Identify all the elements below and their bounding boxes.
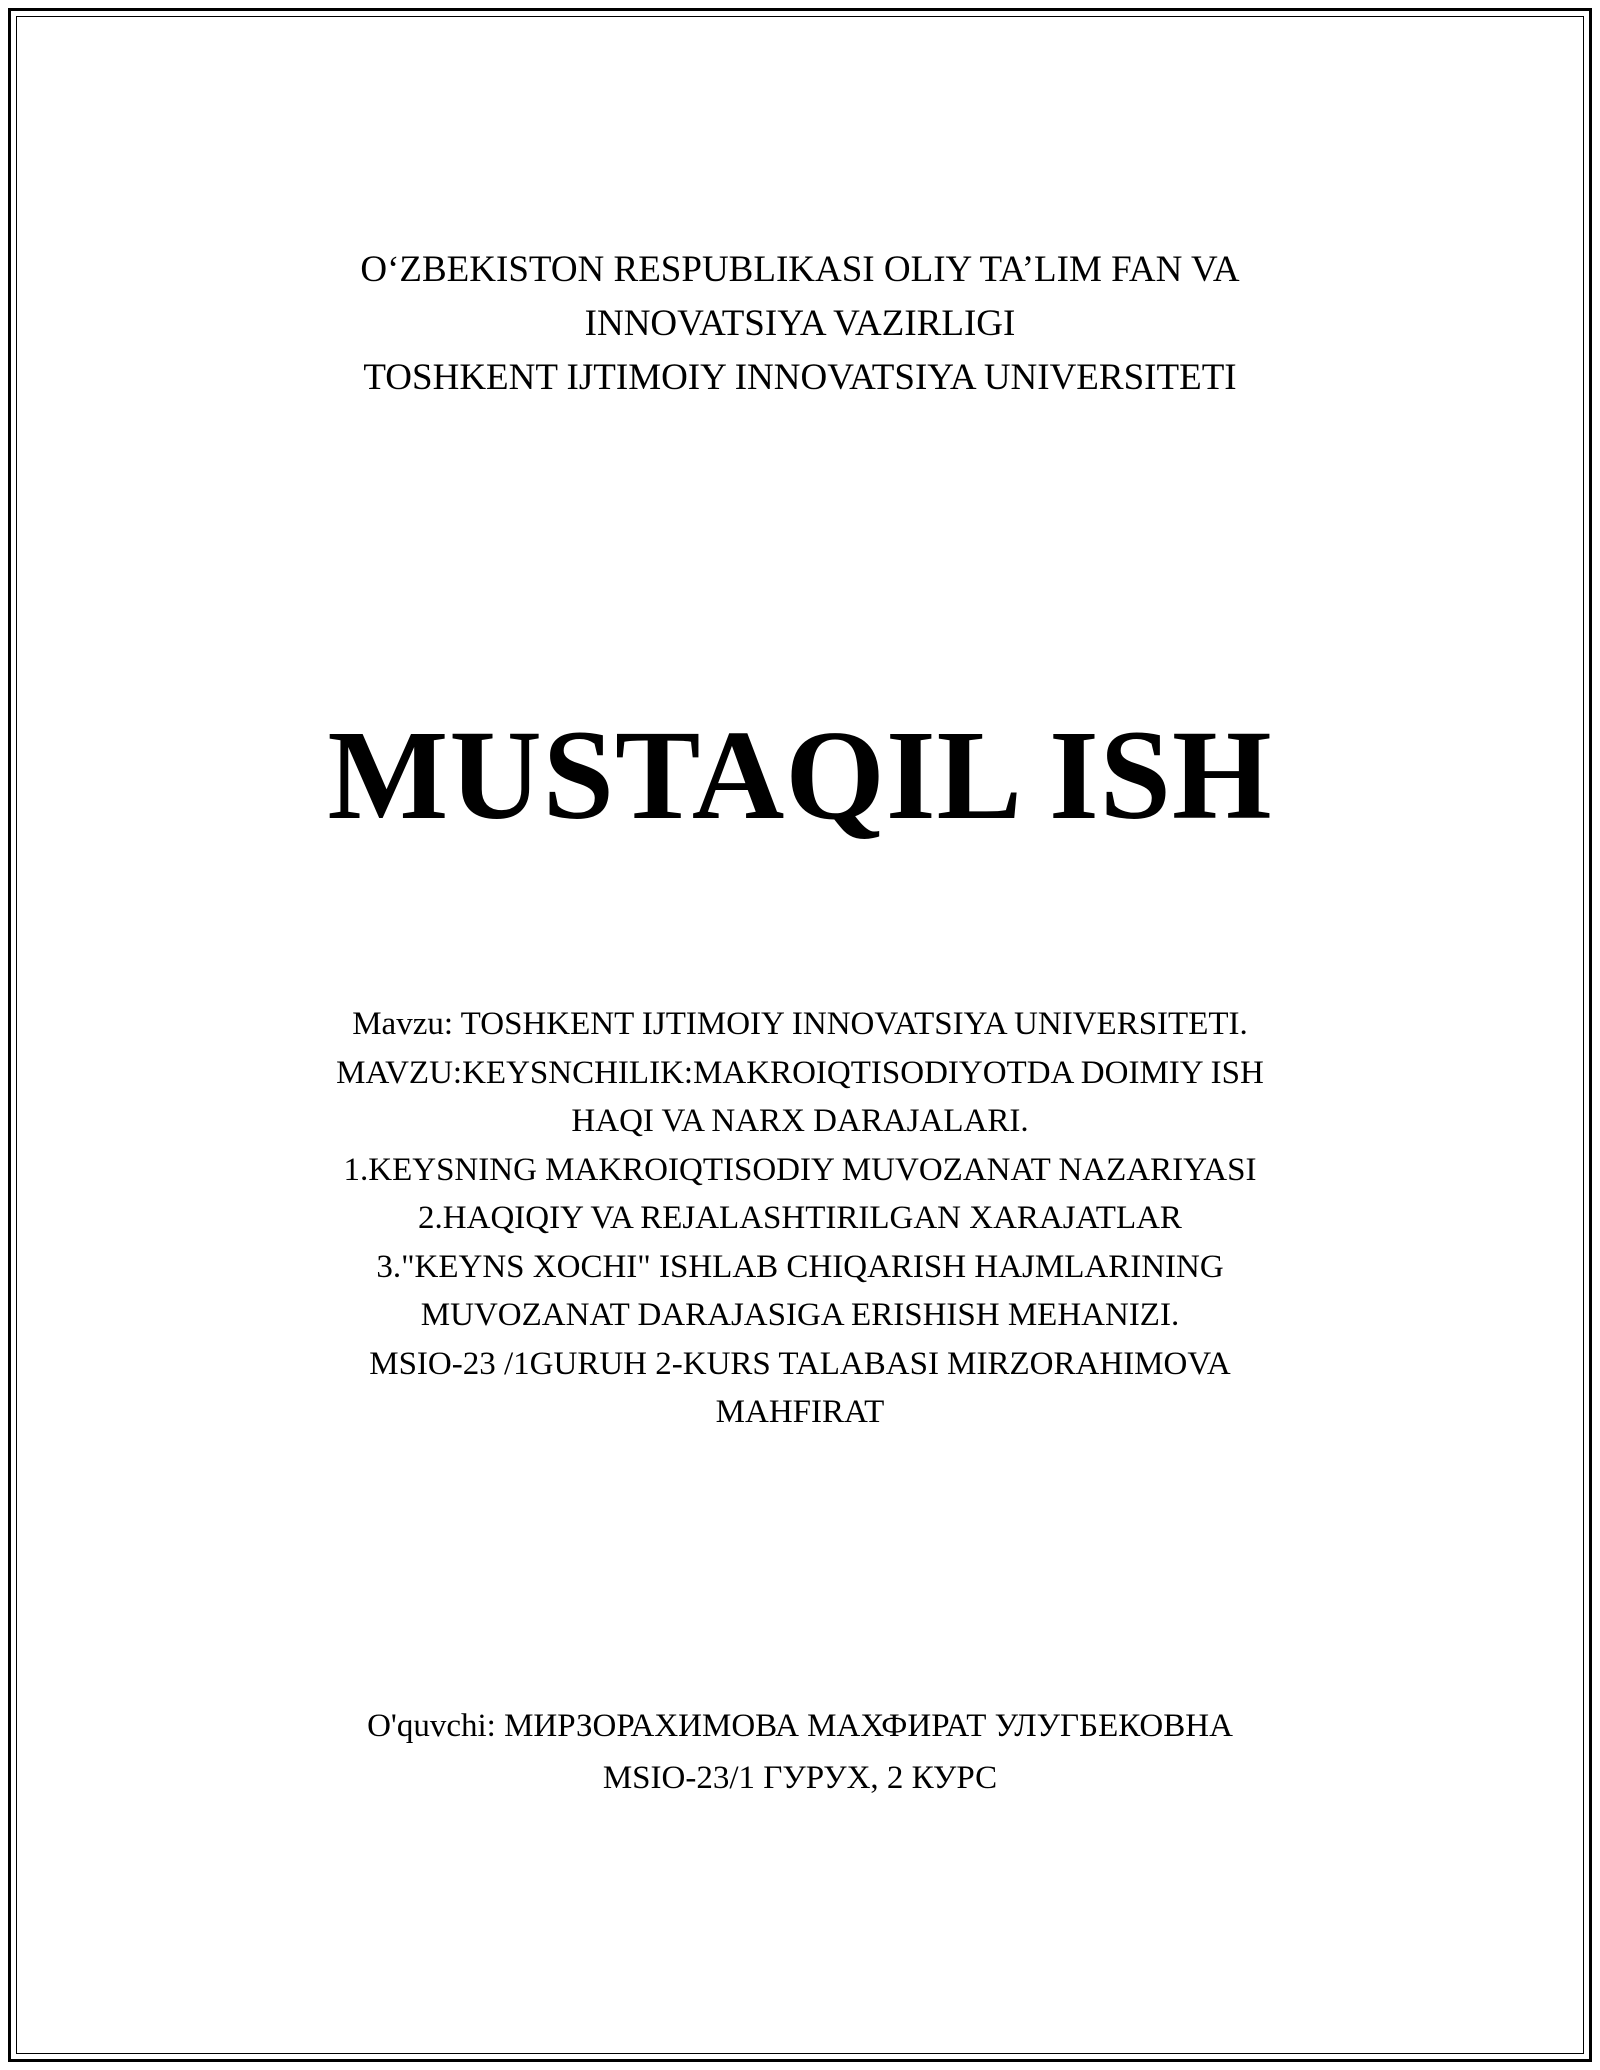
topic-block: [0, 1000, 1600, 1437]
student-info: [0, 1700, 1600, 1804]
topic-line: MAHFIRAT: [715, 1394, 885, 1430]
document-title: MUSTAQIL ISH: [327, 704, 1273, 846]
student-line: MSIO-23/1 ГУРУХ, 2 КУРС: [602, 1760, 998, 1796]
topic-line: MUVOZANAT DARAJASIGA ERISHISH MEHANIZI.: [420, 1297, 1180, 1333]
topic-line: 2.HAQIQIY VA REJALASHTIRILGAN XARAJATLAR: [418, 1200, 1182, 1236]
ministry-header: [0, 243, 1600, 405]
topic-line: MAVZU:KEYSNCHILIK:MAKROIQTISODIYOTDA DOIMIY ISH: [336, 1054, 1264, 1091]
student-line: O'quvchi: МИРЗОРАХИМОВА МАХФИРАТ УЛУГБЕКОВНА: [367, 1708, 1233, 1744]
topic-line: Mavzu: TOSHKENT IJTIMOIY INNOVATSIYA UNIVERSITETI.: [352, 1006, 1248, 1042]
header-line: O‘ZBEKISTON RESPUBLIKASI OLIY TA’LIM FAN VA: [360, 249, 1240, 290]
header-line: TOSHKENT IJTIMOIY INNOVATSIYA UNIVERSITETI: [363, 357, 1237, 398]
topic-line: 3."KEYNS XOCHI" ISHLAB CHIQARISH HAJMLARINING: [376, 1248, 1224, 1285]
topic-line: HAQI VA NARX DARAJALARI.: [571, 1103, 1029, 1139]
topic-line: MSIO-23 /1GURUH 2-KURS TALABASI MIRZORAHIMOVA: [369, 1345, 1231, 1382]
header-line: INNOVATSIYA VAZIRLIGI: [584, 303, 1016, 344]
topic-line: 1.KEYSNING MAKROIQTISODIY MUVOZANAT NAZARIYASI: [343, 1151, 1257, 1188]
